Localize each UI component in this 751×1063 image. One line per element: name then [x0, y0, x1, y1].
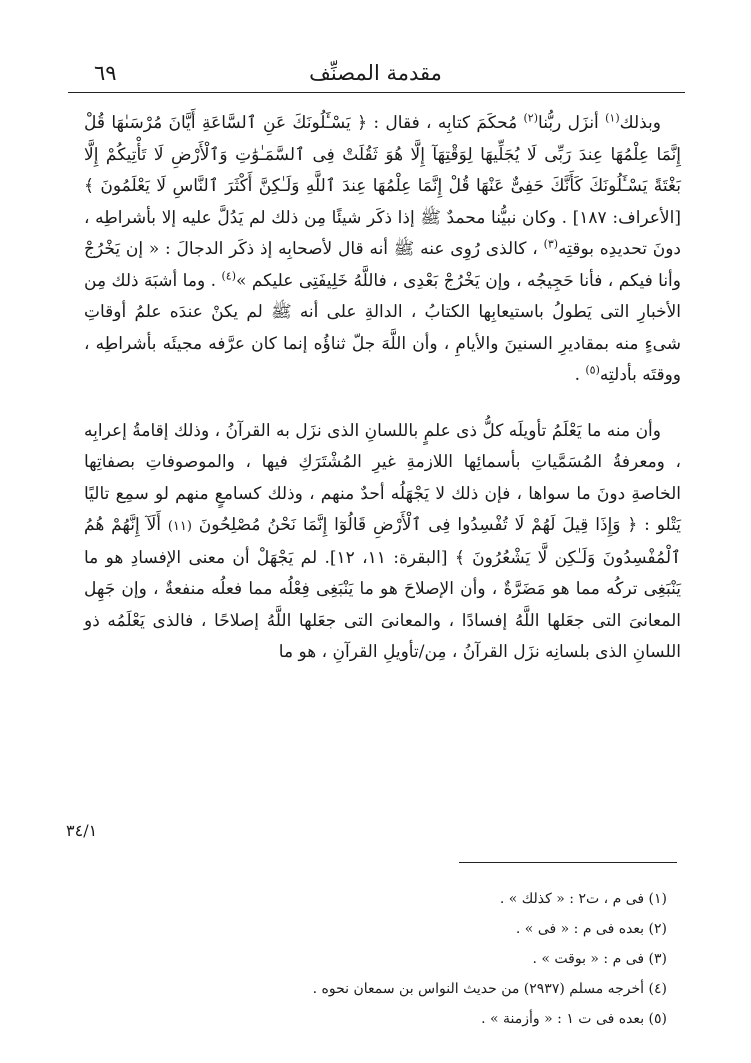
footnote-marker-1: (١) — [605, 111, 620, 125]
footnote-marker-5: (٥) — [585, 363, 600, 377]
text-segment: . وما أشبَهَ ذلك مِن الأخبارِ التى يَطولُ باستيعابِها الكتابُ ، الدالةِ على أنه ﷺ لم يكنْ عندَه علمُ أوقاتِ شىءٍ منه بمقاديرِ السنينَ والأيامِ ، وأن اللَّهَ جلّ ثناؤُه إنما كان عرَّفه مجيئَه بأشراطِه ، ووقتَه بأدلتِه — [84, 270, 681, 385]
quran-verse: أَلَآ إِنَّهُمْ هُمُ ٱلْمُفْسِدُونَ وَلَـٰكِن لَّا يَشْعُرُونَ ﴾ — [84, 515, 682, 568]
margin-page-reference: ٣٤/١ — [66, 821, 98, 840]
paragraph-2 — [84, 416, 681, 669]
main-text — [84, 108, 681, 669]
text-segment: وبذلك — [619, 113, 661, 133]
footnote-1: (١) فى م ، ت٢ : « كذلك » . — [499, 891, 667, 907]
text-segment: أنزَل ربُّنا — [538, 113, 606, 133]
running-title: مقدمة المصنِّف — [309, 61, 442, 85]
footnote-marker-3: (٣) — [543, 237, 559, 251]
header-rule — [68, 92, 685, 93]
text-segment: ، كالذى رُوِى عنه ﷺ أنه قال لأصحابِه إذ ذكَر الدجالَ : « إن يَخْرُجْ وأنا فيكم ، فأنا حَجِيجُه ، وإن يَخْرُجْ بَعْدِى ، فاللَّهُ خَلِيفَتِى عليكم » — [84, 239, 681, 291]
footnote-5: (٥) بعده فى ت ١ : « وأزمنة » . — [481, 1011, 667, 1027]
footnotes — [260, 884, 667, 1034]
footnote-2: (٢) بعده فى م : « فى » . — [515, 921, 667, 937]
text-segment: وأن منه ما يَعْلَمُ تأويلَه كلُّ ذى علمٍ باللسانِ الذى نزَل به القرآنُ ، وذلك إقامةُ إعرابِه ، ومعرفةُ المُسَمَّياتِ بأسمائِها اللازمةِ غيرِ المُشْتَرَكِ فيها ، والموصوفاتِ بصفاتِها الخاصةِ دونَ ما سواها ، فإن ذلك لا يَجْهَلُه أحدٌ منهم ، وذلك كسامعٍ منهم لو سمِع تاليًا يَتْلو : — [84, 420, 681, 535]
footnote-rule — [459, 862, 677, 863]
page-number: ٦٩ — [94, 61, 117, 85]
footnote-4: (٤) أخرجه مسلم (٢٩٣٧) من حديث النواس بن سمعان نحوه . — [312, 981, 667, 997]
page-header — [66, 58, 685, 92]
text-segment: . — [574, 365, 586, 385]
text-segment: مُحكَمَ كتابِه ، فقال : — [367, 113, 524, 133]
quran-verse: ﴿ وَإِذَا قِيلَ لَهُمْ لَا تُفْسِدُوا فِى ٱلْأَرْضِ قَالُوٓا إِنَّمَا نَحْنُ مُصْلِحُونَ — [191, 515, 638, 535]
verse-reference: [الأعراف: ١٨٧] — [566, 207, 681, 228]
footnote-3: (٣) فى م : « بوقت » . — [532, 951, 667, 967]
footnote-marker-2: (٢) — [523, 111, 539, 125]
text-segment: . وكان نبيُّنا محمدٌ ﷺ إذا ذكَر شيئًا مِن ذلك لم يَدُلَّ عليه إلا بأشراطِه ، دونَ تحديدِه بوقتِه — [84, 207, 681, 259]
paragraph-1 — [84, 108, 681, 392]
quran-verse: ﴿ يَسْـَٔلُونَكَ عَنِ ٱلسَّاعَةِ أَيَّانَ مُرْسَىٰهَا قُلْ إِنَّمَا عِلْمُهَا عِندَ رَبِّى لَا يُجَلِّيهَا لِوَقْتِهَآ إِلَّا هُوَ ثَقُلَتْ فِى ٱلسَّمَـٰوَٰتِ وَٱلْأَرْضِ لَا تَأْتِيكُمْ إِلَّا بَغْتَةً يَسْـَٔلُونَكَ كَأَنَّكَ حَفِىٌّ عَنْهَا قُلْ إِنَّمَا عِلْمُهَا عِندَ ٱللَّهِ وَلَـٰكِنَّ أَكْثَرَ ٱلنَّاسِ لَا يَعْلَمُونَ ﴾ — [84, 113, 681, 196]
text-segment: . لم يَجْهَلْ أن معنى الإفسادِ هو ما يَنْبَغِى تركُه مما هو مَضَرَّةٌ ، وأن الإصلاحَ هو ما يَنْبَغِى فِعْلُه مما فعلُه منفعةٌ ، وإن جَهِل المعانىَ التى جعَلها اللَّهُ إفسادًا ، والمعانىَ التى جعَلها اللَّهُ إصلاحًا ، فالذى يَعْلَمُه ذو اللسانِ الذى بلسانِه نزَل القرآنُ ، مِن/تأويلِ القرآنِ ، هو ما — [84, 547, 681, 662]
verse-number: (١١) — [167, 519, 192, 534]
verse-reference: [البقرة: ١١، ١٢] — [329, 547, 455, 568]
footnote-marker-4: (٤) — [221, 268, 236, 282]
